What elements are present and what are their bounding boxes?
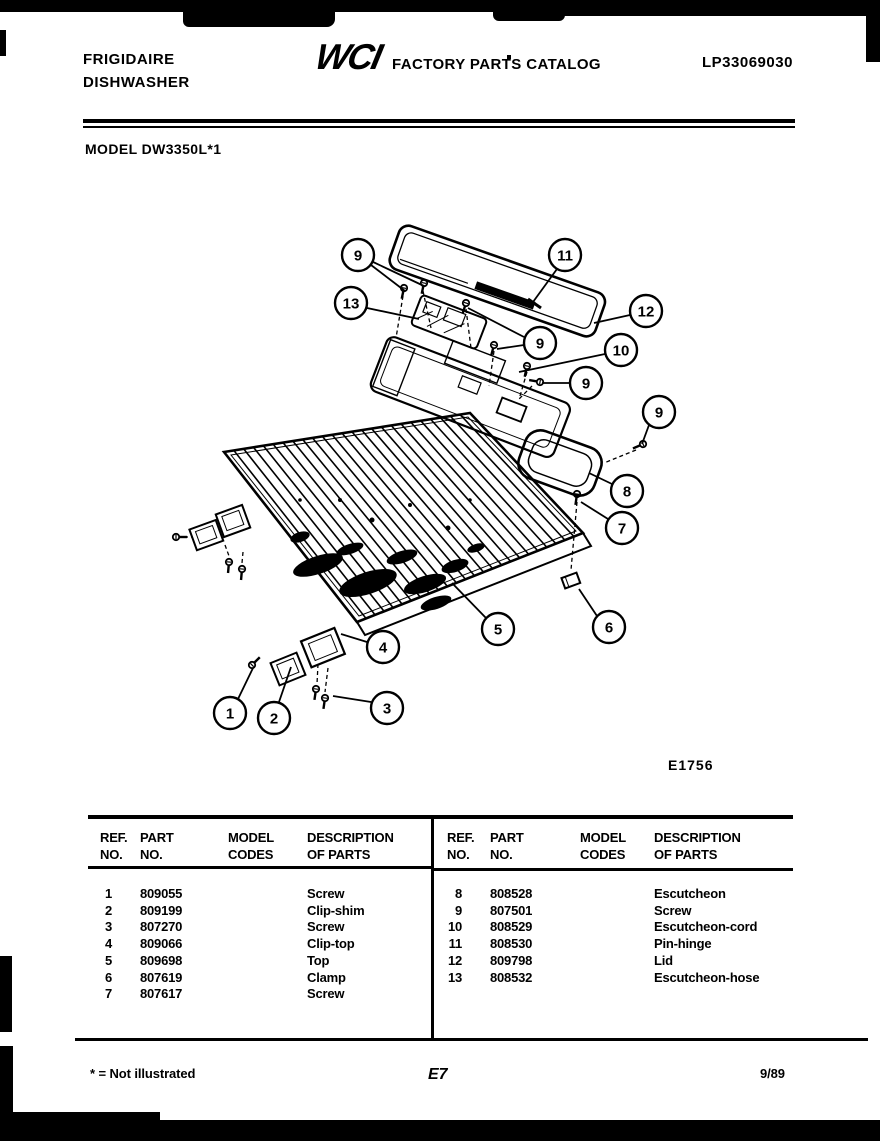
cell-part: 809798	[490, 952, 533, 968]
col-header-line: OF PARTS	[654, 847, 718, 862]
panel-rib-line	[322, 436, 447, 586]
screw-part	[238, 566, 246, 581]
cell-desc: Escutcheon-cord	[654, 919, 758, 935]
callout-leader-line	[497, 345, 524, 349]
cell-desc: Clip-shim	[307, 902, 365, 918]
escutcheon-hose-part	[411, 295, 488, 350]
col-header-line: MODEL	[228, 830, 274, 845]
col-header-line: PART	[490, 830, 524, 845]
revision-date: 9/89	[760, 1066, 785, 1081]
escutcheon-end-cap-part	[514, 426, 606, 500]
lid-part	[387, 223, 608, 339]
col-header-line: NO.	[100, 847, 123, 862]
cell-desc: Pin-hinge	[654, 936, 712, 952]
brand-line2: DISHWASHER	[83, 74, 190, 91]
cell-desc: Clip-top	[307, 936, 355, 952]
col-header-line: DESCRIPTION	[654, 830, 741, 845]
table-header-rule-right	[433, 868, 793, 871]
cell-desc: Screw	[307, 886, 345, 901]
table-row	[0, 936, 880, 952]
callout-leader-line	[452, 583, 486, 618]
cell-desc: Screw	[654, 902, 692, 918]
table-row	[0, 919, 880, 935]
callout-number: 6	[604, 619, 614, 637]
callout-number: 9	[353, 247, 363, 265]
col-header-line: REF.	[447, 830, 475, 845]
table-row	[0, 953, 880, 969]
cell-ref: 5	[104, 952, 112, 968]
callout-number: 9	[654, 404, 664, 422]
col-header-line: NO.	[490, 847, 513, 862]
callout-leader-line	[341, 634, 367, 642]
screw-part	[225, 559, 233, 574]
cell-ref: 3	[104, 919, 112, 935]
cell-part: 808528	[490, 886, 533, 901]
cell-ref: 2	[104, 902, 112, 918]
plate-code: E1756	[668, 757, 714, 773]
callout-number: 4	[378, 639, 388, 657]
cell-part: 809066	[140, 936, 183, 952]
cell-desc: Top	[307, 952, 330, 968]
col-header-line: DESCRIPTION	[307, 830, 394, 845]
cell-ref: 8	[454, 886, 462, 901]
col-header-desc	[307, 829, 394, 863]
publication-number: LP33069030	[702, 54, 793, 71]
cell-part: 808529	[490, 919, 533, 935]
callout-leader-line	[367, 308, 419, 319]
cell-part: 807617	[140, 986, 183, 1002]
callout-number: 9	[581, 375, 591, 393]
table-top-rule	[88, 815, 793, 819]
panel-rib-line	[460, 415, 574, 537]
cell-desc: Screw	[307, 986, 345, 1002]
callout-number: 2	[269, 710, 279, 728]
screw-part	[529, 377, 544, 386]
cell-part: 807619	[140, 969, 183, 985]
callout-leader-line	[581, 502, 608, 519]
col-header-line: CODES	[228, 847, 274, 862]
col-header-line: REF.	[100, 830, 128, 845]
screw-part	[311, 685, 319, 700]
cell-ref: 11	[448, 936, 462, 952]
callout-leader-line	[579, 589, 597, 616]
table-row	[0, 986, 880, 1002]
col-header-line: MODEL	[580, 830, 626, 845]
screw-part	[632, 440, 648, 452]
clip-shim-part	[189, 520, 223, 550]
callout-number: 9	[535, 335, 545, 353]
table-header-rule-left	[88, 866, 432, 869]
col-header-line: NO.	[447, 847, 470, 862]
col-header-line: NO.	[140, 847, 163, 862]
cell-ref: 6	[104, 969, 112, 985]
panel-rib-line	[450, 416, 565, 540]
cell-ref: 1	[104, 886, 112, 901]
screw-part	[247, 655, 262, 670]
brand-line1: FRIGIDAIRE	[83, 51, 175, 68]
callout-number: 1	[225, 705, 235, 723]
table-row	[0, 970, 880, 986]
cell-part: 808530	[490, 936, 533, 952]
clip-shim-part	[271, 653, 306, 686]
clamp-part	[561, 573, 580, 589]
cell-part: 809055	[140, 886, 183, 901]
cell-desc: Screw	[307, 919, 345, 935]
callout-number: 7	[617, 520, 627, 538]
col-header-line: PART	[140, 830, 174, 845]
callout-number: 10	[612, 342, 630, 360]
callout-number: 12	[637, 303, 655, 321]
screw-part	[320, 694, 328, 709]
cell-ref: 4	[104, 936, 112, 952]
cell-part: 807501	[490, 902, 533, 918]
table-row	[0, 903, 880, 919]
table-bottom-rule	[75, 1038, 868, 1041]
cell-ref: 9	[454, 902, 462, 918]
callout-number: 8	[622, 483, 632, 501]
cell-ref: 7	[104, 986, 112, 1002]
cell-desc: Clamp	[307, 969, 346, 985]
wci-logo-text: WCI	[311, 36, 385, 77]
callout-number: 5	[493, 621, 503, 639]
cell-ref: 13	[447, 969, 462, 985]
col-header-codes	[580, 829, 626, 863]
callout-leader-line	[238, 668, 253, 699]
cell-ref: 10	[447, 919, 462, 935]
col-header-line: OF PARTS	[307, 847, 371, 862]
col-header-codes	[228, 829, 274, 863]
col-header-desc	[654, 829, 741, 863]
cell-part: 809199	[140, 902, 183, 918]
col-header-part	[140, 829, 174, 863]
cell-part: 809698	[140, 952, 183, 968]
cell-desc: Escutcheon-hose	[654, 969, 760, 985]
cell-part: 807270	[140, 919, 183, 935]
col-header-ref	[447, 829, 474, 863]
callout-number: 11	[557, 247, 573, 265]
cell-desc: Lid	[654, 952, 673, 968]
callout-leader-line	[333, 696, 371, 702]
not-illustrated-note: * = Not illustrated	[90, 1066, 196, 1081]
page-number: E7	[428, 1066, 448, 1083]
screw-part	[173, 534, 187, 540]
cell-desc: Escutcheon	[654, 886, 726, 901]
col-header-line: CODES	[580, 847, 626, 862]
panel-rib-line	[421, 421, 538, 551]
callout-number: 3	[382, 700, 392, 718]
cell-ref: 12	[447, 952, 462, 968]
col-header-ref	[100, 829, 127, 863]
callout-leader-line	[589, 473, 612, 484]
cell-part: 808532	[490, 969, 533, 985]
callout-number: 13	[342, 295, 360, 313]
panel-rib-line	[362, 430, 484, 572]
col-header-part	[490, 829, 524, 863]
clip-top-part	[301, 628, 345, 667]
table-row	[0, 886, 880, 902]
catalog-title: FACTORY PARTS CATALOG	[392, 56, 601, 73]
model-number: MODEL DW3350L*1	[85, 141, 222, 157]
top-panel-part	[224, 413, 591, 635]
